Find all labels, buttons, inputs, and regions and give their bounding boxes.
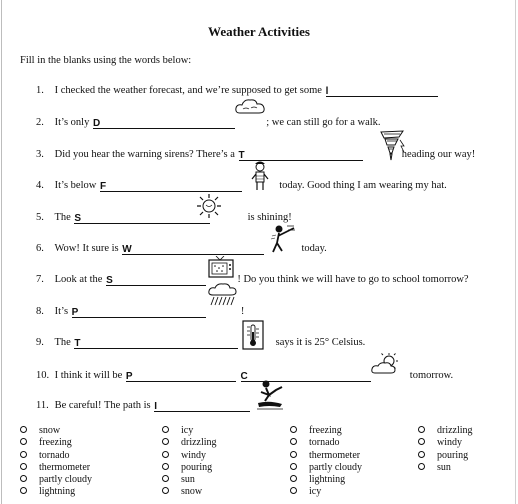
question-text: It’s: [54, 306, 69, 317]
question-text: It’s below: [54, 180, 97, 191]
word-bank-word: snow: [39, 425, 61, 436]
bullet-icon: [162, 451, 169, 458]
bullet-icon: [20, 463, 27, 470]
word-bank-word: drizzling: [437, 425, 473, 436]
hint-letter: S: [106, 275, 113, 286]
word-bank-item: [290, 437, 362, 449]
bullet-icon: [418, 426, 425, 433]
answer-blank[interactable]: [154, 400, 250, 412]
word-bank-word: tornado: [39, 449, 70, 461]
word-bank-word: freezing: [309, 425, 342, 436]
worksheet-title: Weather Activities: [208, 24, 310, 39]
bullet-icon: [418, 463, 425, 470]
hint-letter: I: [154, 401, 158, 412]
word-bank-item: [290, 450, 362, 462]
word-bank-word: drizzling: [181, 437, 217, 449]
hint-letter: C: [240, 371, 248, 382]
word-bank-item: [20, 462, 92, 474]
hint-letter: W: [122, 244, 132, 255]
question-number: 9.: [36, 337, 44, 348]
icy-path-icon: [255, 378, 285, 410]
word-bank-item: [290, 474, 362, 486]
question-number: 2.: [36, 117, 44, 128]
word-bank-column-2: [162, 425, 217, 499]
question-text-after: tomorrow.: [409, 370, 454, 381]
answer-blank[interactable]: [72, 306, 206, 318]
question-text: Be careful! The path is: [54, 400, 151, 411]
answer-blank[interactable]: [74, 337, 238, 349]
partly-cloudy-icon: [370, 352, 400, 378]
page-edge-left: [1, 0, 2, 504]
rain-cloud-icon: [207, 283, 237, 309]
answer-blank[interactable]: [100, 180, 242, 192]
question-text-after: is shining!: [247, 212, 292, 223]
word-bank-word: thermometer: [39, 461, 91, 473]
hint-letter: l: [325, 86, 329, 97]
word-bank-word: icy: [181, 425, 194, 436]
answer-blank[interactable]: [122, 243, 264, 255]
hint-letter: P: [125, 371, 133, 382]
bullet-icon: [162, 475, 169, 482]
bullet-icon: [290, 451, 297, 458]
question-number: 4.: [36, 180, 44, 191]
question-text-after: ! Do you think we will have to go to school tomorrow?: [237, 274, 469, 285]
word-bank-word: partly cloudy: [39, 474, 93, 486]
bullet-icon: [162, 426, 169, 433]
answer-blank[interactable]: [106, 274, 206, 286]
word-bank-item: [20, 425, 92, 437]
word-bank-word: windy: [437, 437, 462, 449]
word-bank-word: lightning: [309, 474, 346, 486]
word-bank-item: [290, 425, 362, 437]
question-text-after: says it is 25° Celsius.: [275, 337, 366, 348]
hint-letter: T: [74, 338, 81, 349]
word-bank-item: [418, 437, 473, 449]
hint-letter: D: [92, 118, 101, 129]
question-text: I think it will be: [54, 370, 123, 381]
question-number: 7.: [36, 274, 44, 285]
word-bank-word: partly cloudy: [309, 461, 363, 473]
word-bank-word: icy: [309, 486, 322, 498]
question-number: 8.: [36, 306, 44, 317]
question-text: Did you hear the warning sirens? There’s a: [54, 149, 235, 160]
word-bank-item: [418, 425, 473, 437]
bullet-icon: [418, 438, 425, 445]
freezing-person-icon: [251, 160, 269, 192]
bullet-icon: [162, 463, 169, 470]
question-number: 6.: [36, 243, 44, 254]
word-bank-word: pouring: [181, 461, 213, 473]
word-bank-item: [162, 474, 217, 486]
word-bank-item: [162, 437, 217, 449]
bullet-icon: [290, 426, 297, 433]
question-2: [36, 116, 381, 130]
hint-letter: P: [71, 307, 79, 318]
word-bank-item: [162, 462, 217, 474]
question-number: 1.: [36, 85, 44, 96]
page-edge-right: [515, 0, 516, 504]
bullet-icon: [162, 487, 169, 494]
bullet-icon: [20, 451, 27, 458]
question-number: 3.: [36, 149, 44, 160]
word-bank-word: lightning: [39, 486, 76, 498]
bullet-icon: [290, 463, 297, 470]
word-bank-item: [418, 450, 473, 462]
answer-blank[interactable]: [326, 85, 438, 97]
word-bank-word: freezing: [39, 437, 72, 449]
word-bank-item: [162, 486, 217, 498]
question-text: The: [54, 337, 71, 348]
word-bank-column-3: [290, 425, 362, 499]
question-text-after: today.: [301, 243, 327, 254]
sun-icon: [196, 193, 222, 219]
cloud-icon: [234, 97, 266, 117]
hint-letter: T: [238, 150, 245, 161]
hint-letter: F: [99, 181, 107, 192]
bullet-icon: [20, 426, 27, 433]
bullet-icon: [290, 475, 297, 482]
question-text: Wow! It sure is: [54, 243, 119, 254]
tornado-icon: [378, 128, 406, 162]
question-text-after: heading our way!: [401, 149, 476, 160]
hint-letter: S: [74, 213, 82, 224]
word-bank-word: sun: [181, 474, 195, 486]
question-1: [36, 84, 438, 98]
bullet-icon: [162, 438, 169, 445]
answer-blank[interactable]: [93, 117, 235, 129]
word-bank-item: [290, 486, 362, 498]
thermometer-icon: [242, 320, 264, 350]
question-text: Look at the: [54, 274, 103, 285]
question-number: 10.: [36, 370, 50, 381]
answer-blank[interactable]: [126, 370, 236, 382]
question-number: 11.: [36, 400, 49, 411]
word-bank-word: windy: [181, 449, 206, 461]
word-bank-item: [162, 425, 217, 437]
snow-tv-icon: [207, 256, 235, 280]
word-bank-word: tornado: [309, 437, 340, 449]
question-number: 5.: [36, 212, 44, 223]
question-text: The: [54, 212, 71, 223]
question-text-after: !: [240, 306, 245, 317]
question-7: [36, 273, 469, 287]
bullet-icon: [20, 475, 27, 482]
word-bank-item: [20, 450, 92, 462]
word-bank-column-4: [418, 425, 473, 474]
question-text: It’s only: [54, 117, 90, 128]
question-11: [36, 399, 250, 413]
question-5: [36, 211, 292, 225]
instructions-text: Fill in the blanks using the words below:: [20, 55, 192, 66]
bullet-icon: [290, 487, 297, 494]
bullet-icon: [20, 487, 27, 494]
word-bank-word: snow: [181, 486, 203, 498]
word-bank-word: pouring: [437, 449, 469, 461]
windy-person-icon: [270, 222, 296, 254]
question-text: I checked the weather forecast, and we’re supposed to get some: [54, 85, 322, 96]
word-bank-item: [20, 437, 92, 449]
word-bank-item: [20, 474, 92, 486]
question-text-after: ; we can still go for a walk.: [266, 117, 381, 128]
word-bank-word: thermometer: [309, 449, 361, 461]
bullet-icon: [290, 438, 297, 445]
word-bank-item: [162, 450, 217, 462]
word-bank-item: [20, 486, 92, 498]
bullet-icon: [20, 438, 27, 445]
question-9: [36, 336, 365, 350]
word-bank-item: [290, 462, 362, 474]
word-bank-word: sun: [437, 461, 451, 473]
question-text-after: today. Good thing I am wearing my hat.: [279, 180, 447, 191]
word-bank-column-1: [20, 425, 92, 499]
answer-blank[interactable]: [74, 212, 210, 224]
bullet-icon: [418, 451, 425, 458]
word-bank-item: [418, 462, 473, 474]
question-4: [36, 179, 447, 193]
